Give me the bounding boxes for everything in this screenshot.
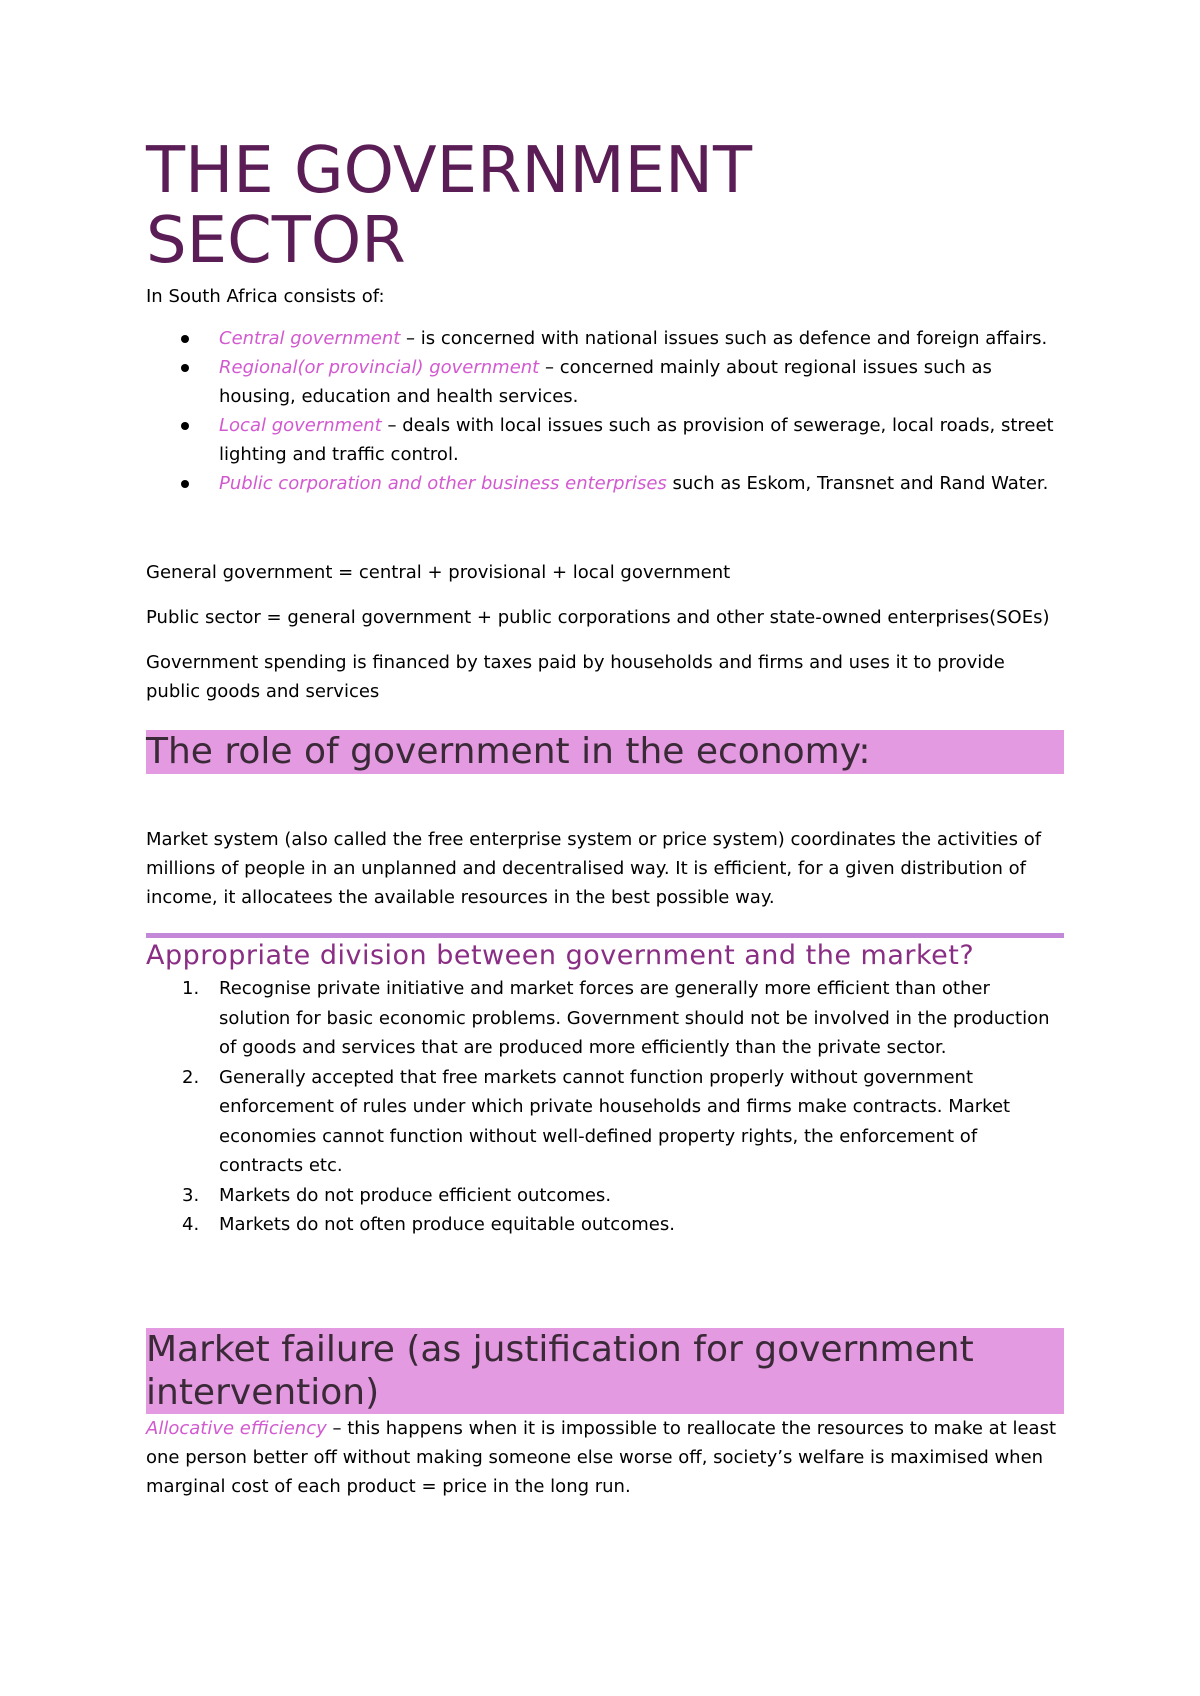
public-sector-definition: Public sector = general government + public corporations and other state-owned enterprises(SOEs) (146, 607, 1050, 628)
item-text: – deals with local issues such as provision of sewerage, local roads, street lighting and traffic control. (219, 415, 1054, 465)
list-item (146, 1210, 1064, 1240)
heading-market-failure: Market failure (as justification for government intervention) (146, 1328, 1064, 1414)
item-text: Generally accepted that free markets cannot function properly without government enforcement of rules under which private households and firms make contracts. Market economies cannot function without well-defined property rights, the enforcement of contracts etc. (219, 1066, 1011, 1176)
item-text: such as Eskom, Transnet and Rand Water. (666, 473, 1049, 494)
term-allocative-efficiency: Allocative efficiency (146, 1417, 327, 1439)
list-item (146, 353, 1064, 411)
bullet-icon (181, 364, 189, 372)
bullet-icon (181, 422, 189, 430)
term-central: Central government (219, 328, 401, 349)
item-text: Recognise private initiative and market forces are generally more efficient than other solution for basic economic problems. Government should not be involved in the production of goods and services that are produced more efficiently than the private sector. (219, 978, 1050, 1058)
heading-appropriate-division: Appropriate division between government and the market? (146, 940, 975, 971)
general-government-definition: General government = central + provisional + local government (146, 562, 731, 583)
item-text: – is concerned with national issues such as defence and foreign affairs. (400, 328, 1048, 349)
list-item (146, 1063, 1064, 1181)
list-item (146, 469, 1064, 498)
item-number: 1. (182, 978, 200, 999)
heading-market-failure-block (146, 1328, 1064, 1414)
term-public-corporation: Public corporation and other business enterprises (219, 473, 667, 494)
allocative-efficiency-text (146, 1414, 1064, 1501)
term-local: Local government (219, 415, 382, 436)
government-levels-list (146, 324, 1064, 498)
allocative-description: – this happens when it is impossible to reallocate the resources to make at least one person better off without making someone else worse off, society’s welfare is maximised when marginal cost of each product = price in the long run. (146, 1417, 1057, 1497)
title-line-1: THE GOVERNMENT (146, 134, 753, 208)
title-line-2: SECTOR (146, 204, 406, 278)
market-system-text: Market system (also called the free enterprise system or price system) coordinates the activities of millions of people in an unplanned and decentralised way. It is efficient, for a given distribution of income, it allocatees the available resources in the best possible way. (146, 829, 1042, 908)
list-item (146, 411, 1064, 469)
item-text: Markets do not often produce equitable outcomes. (219, 1214, 675, 1235)
document-title (146, 136, 1064, 276)
term-regional: Regional(or provincial) government (219, 357, 540, 378)
intro-text: In South Africa consists of: (146, 286, 385, 307)
government-spending-text: Government spending is financed by taxes paid by households and firms and uses it to provide public goods and services (146, 652, 1005, 702)
bullet-icon (181, 480, 189, 488)
heading-role-of-government: The role of government in the economy: (146, 730, 1064, 774)
document-page (146, 136, 1064, 1501)
list-item (146, 324, 1064, 353)
division-numbered-list (146, 974, 1064, 1240)
item-number: 3. (182, 1184, 200, 1206)
item-number: 2. (182, 1066, 200, 1088)
list-item (146, 1181, 1064, 1211)
item-text: Markets do not produce efficient outcomes. (219, 1184, 612, 1206)
item-number: 4. (182, 1214, 200, 1235)
item-text: – concerned mainly about regional issues such as housing, education and health services. (219, 357, 992, 407)
list-item (146, 974, 1064, 1063)
bullet-icon (181, 335, 189, 343)
